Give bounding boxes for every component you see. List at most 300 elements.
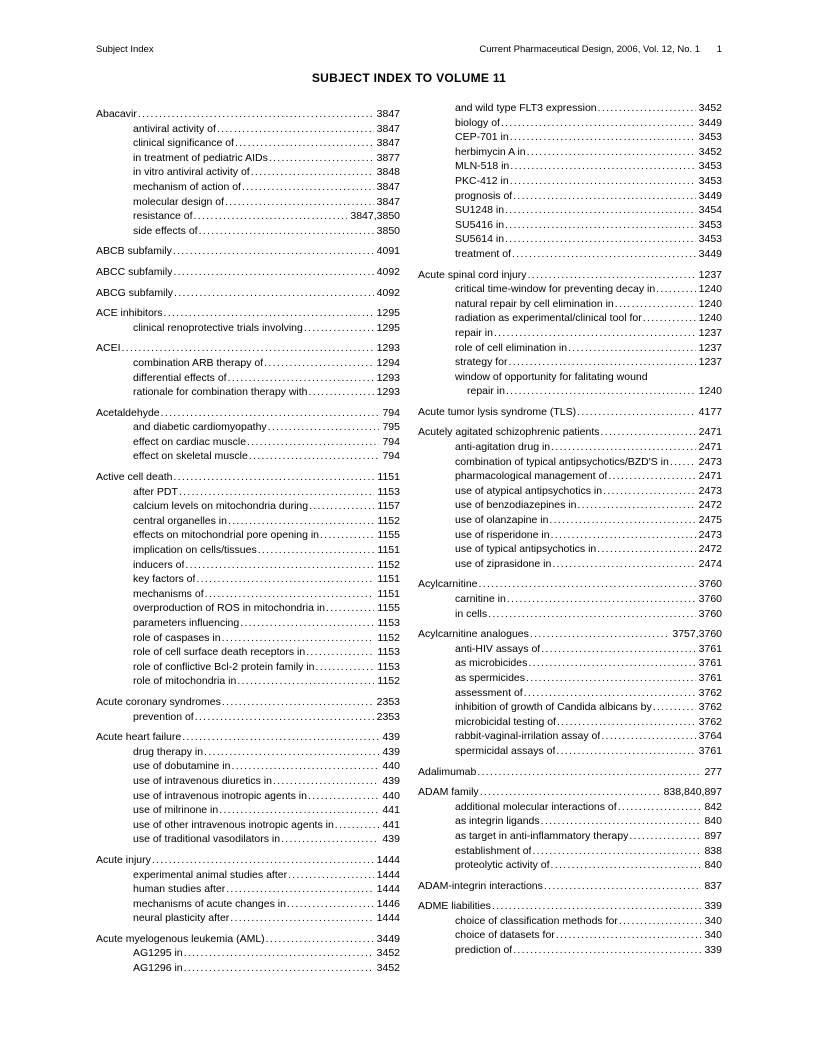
dot-leader	[263, 356, 373, 371]
dot-leader	[509, 130, 696, 145]
entry-label: antiviral activity of	[133, 122, 216, 135]
dot-leader	[512, 943, 701, 958]
entry-page-number: 3847	[376, 122, 400, 135]
entry-page-number: 3847	[376, 137, 400, 150]
index-entry	[96, 528, 400, 543]
dot-leader	[307, 789, 380, 804]
index-entry	[418, 914, 722, 929]
index-entry	[96, 660, 400, 675]
entry-page-number: 1152	[377, 558, 400, 571]
index-entry	[418, 440, 722, 455]
entry-label: choice of classification methods for	[455, 914, 618, 927]
entry-label: anti-HIV assays of	[455, 642, 541, 655]
entry-page-number: 440	[382, 760, 400, 773]
entry-label: role of conflictive Bcl-2 protein family in	[133, 660, 315, 673]
entry-page-number: 1157	[377, 500, 400, 513]
index-entry	[96, 195, 400, 210]
index-entry	[96, 107, 400, 122]
index-entry	[96, 485, 400, 500]
entry-page-number: 1294	[376, 356, 400, 369]
dot-leader	[642, 311, 696, 326]
index-entry	[418, 715, 722, 730]
index-entry	[418, 469, 722, 484]
entry-label: clinical significance of	[133, 137, 234, 150]
index-entry	[96, 224, 400, 239]
entry-page-number: 1293	[376, 386, 400, 399]
entry-label: prevention of	[133, 710, 194, 723]
entry-page-number: 794	[382, 435, 400, 448]
dot-leader	[287, 868, 374, 883]
index-entry	[96, 868, 400, 883]
entry-label: repair in	[467, 385, 505, 398]
dot-leader	[163, 306, 374, 321]
entry-page-number: 3449	[376, 932, 400, 945]
entry-label: ADME liabilities	[418, 900, 491, 913]
entry-label: experimental animal studies after	[133, 868, 288, 881]
index-entry	[418, 341, 722, 356]
entry-label: use of typical antipsychotics in	[455, 543, 597, 556]
dot-leader	[550, 858, 702, 873]
index-entry	[418, 282, 722, 297]
dot-leader	[506, 592, 696, 607]
dot-leader	[479, 785, 661, 800]
entry-label: prognosis of	[455, 189, 513, 202]
entry-label: Acute injury	[96, 853, 151, 866]
entry-page-number: 1153	[377, 617, 400, 629]
dot-leader	[551, 557, 695, 572]
entry-label: in treatment of pediatric AIDs	[133, 151, 268, 164]
dot-leader	[268, 151, 374, 166]
dot-leader	[550, 440, 695, 455]
index-entry	[96, 558, 400, 573]
entry-page-number: 838,840,897	[663, 786, 722, 799]
entry-label: microbicidal testing of	[455, 715, 556, 728]
entry-label: resistance of	[133, 210, 193, 223]
index-entry	[418, 729, 722, 744]
index-entry	[418, 943, 722, 958]
entry-label: as microbicides	[455, 657, 528, 670]
dot-leader	[303, 321, 374, 336]
index-entry	[96, 572, 400, 587]
index-entry	[96, 435, 400, 450]
entry-page-number: 2472	[698, 499, 722, 512]
dot-leader	[246, 435, 379, 450]
index-entry	[96, 946, 400, 961]
entry-label: pharmacological management of	[455, 470, 608, 483]
index-columns	[96, 101, 722, 976]
entry-page-number: 339	[704, 944, 722, 957]
entry-page-number: 3452	[376, 962, 400, 975]
entry-label: central organelles in	[133, 514, 227, 527]
index-entry	[418, 174, 722, 189]
entry-page-number: 1293	[376, 371, 400, 384]
entry-page-number: 1237	[698, 341, 722, 354]
index-entry	[418, 116, 722, 131]
entry-label: Acute tumor lysis syndrome (TLS)	[418, 405, 577, 418]
entry-label: human studies after	[133, 883, 226, 896]
dot-leader	[529, 627, 669, 642]
entry-label: clinical renoprotective trials involving	[133, 321, 303, 334]
index-entry	[418, 145, 722, 160]
entry-page-number: 838	[704, 844, 722, 857]
entry-label: key factors of	[133, 573, 196, 586]
entry-page-number: 3453	[698, 218, 722, 231]
entry-page-number: 1446	[376, 897, 400, 910]
index-entry	[418, 607, 722, 622]
entry-label: Active cell death	[96, 471, 173, 484]
index-entry	[96, 449, 400, 464]
index-entry	[96, 543, 400, 558]
entry-label: Acute myelogenous leukemia (AML)	[96, 932, 265, 945]
dot-leader	[137, 107, 374, 122]
entry-page-number: 2471	[698, 470, 722, 483]
entry-page-number: 440	[382, 789, 400, 802]
entry-page-number: 795	[382, 421, 400, 434]
entry-page-number: 3449	[698, 116, 722, 129]
running-header	[96, 44, 722, 56]
index-entry	[96, 356, 400, 371]
dot-leader	[669, 455, 696, 470]
index-entry	[96, 321, 400, 336]
dot-leader	[334, 818, 380, 833]
index-entry	[418, 899, 722, 914]
entry-label: Abacavir	[96, 108, 137, 120]
entry-page-number: 439	[382, 833, 400, 846]
entry-page-number: 2473	[698, 484, 722, 497]
entry-page-number: 1152	[377, 514, 400, 527]
entry-page-number: 2353	[376, 710, 400, 723]
entry-page-number: 1237	[698, 356, 722, 369]
entry-label: AG1295 in	[133, 947, 183, 960]
entry-page-number: 1152	[377, 631, 400, 644]
dot-leader	[172, 244, 374, 259]
dot-leader	[308, 385, 374, 400]
entry-page-number: 1293	[376, 342, 400, 355]
dot-leader	[550, 528, 696, 543]
entry-page-number: 439	[382, 745, 400, 758]
entry-label: Acute spinal cord injury	[418, 268, 527, 281]
entry-page-number: 2473	[698, 528, 722, 541]
index-entry	[418, 671, 722, 686]
running-head-left: Subject Index	[96, 44, 154, 55]
entry-page-number: 3452	[698, 145, 722, 158]
dot-leader	[227, 514, 374, 529]
entry-page-number: 4092	[376, 286, 400, 299]
dot-leader	[194, 710, 374, 725]
entry-label: herbimycin A in	[455, 145, 526, 158]
entry-label: ADAM family	[418, 786, 479, 799]
entry-page-number: 1444	[376, 853, 400, 866]
entry-label: implication on cells/tissues	[133, 544, 257, 557]
index-entry	[96, 151, 400, 166]
entry-page-number: 3850	[376, 224, 400, 237]
index-entry	[96, 932, 400, 947]
entry-label: after PDT	[133, 485, 178, 498]
entry-label: CEP-701 in	[455, 131, 509, 144]
entry-page-number: 3757,3760	[672, 628, 722, 641]
entry-page-number: 1155	[377, 529, 400, 542]
index-entry	[96, 853, 400, 868]
dot-leader	[652, 700, 696, 715]
dot-leader	[250, 165, 374, 180]
dot-leader	[655, 282, 695, 297]
index-entry	[96, 759, 400, 774]
index-entry	[96, 882, 400, 897]
dot-leader	[487, 607, 696, 622]
entry-page-number: 2471	[698, 426, 722, 439]
index-entry	[418, 218, 722, 233]
index-entry	[418, 455, 722, 470]
entry-label: Adalimumab	[418, 765, 477, 778]
dot-leader	[236, 674, 374, 689]
entry-label: SU5614 in	[455, 233, 505, 246]
dot-leader	[504, 232, 696, 247]
entry-page-number: 794	[382, 450, 400, 463]
index-entry	[96, 587, 400, 602]
index-entry	[418, 203, 722, 218]
dot-leader	[230, 759, 379, 774]
dot-leader	[526, 145, 696, 160]
index-entry	[418, 311, 722, 326]
dot-leader	[523, 686, 696, 701]
index-entry	[418, 528, 722, 543]
entry-page-number: 1151	[377, 587, 400, 600]
entry-label: window of opportunity for falitating wound	[455, 370, 648, 383]
dot-leader	[618, 914, 702, 929]
index-entry	[418, 785, 722, 800]
entry-page-number: 3452	[698, 102, 722, 114]
dot-leader	[181, 730, 379, 745]
index-entry	[96, 674, 400, 689]
dot-leader	[504, 203, 696, 218]
dot-leader	[607, 469, 695, 484]
dot-leader	[478, 577, 696, 592]
entry-label: mechanisms of	[133, 587, 204, 600]
dot-leader	[555, 744, 695, 759]
index-entry	[96, 514, 400, 529]
entry-page-number: 2353	[376, 695, 400, 708]
entry-label: use of olanzapine in	[455, 514, 549, 527]
dot-leader	[504, 218, 696, 233]
index-entry	[418, 297, 722, 312]
entry-page-number: 3847	[376, 180, 400, 193]
dot-leader	[600, 729, 695, 744]
entry-label: inhibition of growth of Candida albicans by	[455, 701, 652, 714]
index-entry	[96, 911, 400, 926]
entry-page-number: 1152	[377, 675, 400, 688]
dot-leader	[540, 814, 702, 829]
entry-page-number: 1153	[377, 660, 400, 673]
index-entry	[418, 498, 722, 513]
dot-leader	[600, 425, 696, 440]
index-entry	[418, 744, 722, 759]
dot-leader	[121, 341, 374, 356]
index-entry	[96, 341, 400, 356]
entry-label: ADAM-integrin interactions	[418, 879, 543, 892]
dot-leader	[286, 897, 374, 912]
index-entry	[418, 656, 722, 671]
dot-leader	[493, 326, 696, 341]
index-entry	[96, 832, 400, 847]
entry-page-number: 1240	[698, 297, 722, 310]
entry-label: proteolytic activity of	[455, 859, 550, 872]
dot-leader	[229, 911, 373, 926]
index-entry	[96, 601, 400, 616]
entry-label: critical time-window for preventing decay in	[455, 283, 656, 296]
index-entry	[418, 577, 722, 592]
dot-leader	[508, 355, 696, 370]
entry-label: molecular design of	[133, 195, 225, 208]
entry-label: use of milrinone in	[133, 804, 219, 817]
entry-label: as integrin ligands	[455, 815, 540, 828]
entry-page-number: 3877	[376, 151, 400, 164]
index-entry	[96, 897, 400, 912]
dot-leader	[172, 265, 373, 280]
index-entry	[96, 645, 400, 660]
entry-label: spermicidal assays of	[455, 744, 556, 757]
entry-label: radiation as experimental/clinical tool for	[455, 312, 642, 325]
entry-label: AG1296 in	[133, 962, 183, 975]
entry-page-number: 3762	[698, 686, 722, 699]
entry-page-number: 2472	[698, 543, 722, 556]
index-entry	[418, 814, 722, 829]
dot-leader	[265, 932, 374, 947]
running-head-right	[479, 44, 722, 56]
entry-label: use of atypical antipsychotics in	[455, 484, 603, 497]
entry-page-number: 3762	[698, 701, 722, 714]
entry-label: as target in anti-inflammatory therapy	[455, 829, 629, 842]
entry-label: ABCC subfamily	[96, 265, 173, 278]
index-entry	[418, 642, 722, 657]
dot-leader	[597, 101, 696, 116]
dot-leader	[204, 587, 375, 602]
dot-leader	[556, 715, 696, 730]
entry-label: use of benzodiazepines in	[455, 499, 577, 512]
index-entry	[96, 385, 400, 400]
entry-label: rationale for combination therapy with	[133, 386, 308, 399]
index-entry	[418, 592, 722, 607]
dot-leader	[308, 499, 374, 514]
index-entry	[418, 189, 722, 204]
entry-page-number: 3453	[698, 233, 722, 246]
entry-label: Acylcarnitine analogues	[418, 628, 529, 641]
entry-label: natural repair by cell elimination in	[455, 297, 614, 310]
dot-leader	[555, 928, 702, 943]
index-entry	[418, 928, 722, 943]
index-entry	[418, 326, 722, 341]
dot-leader	[195, 572, 374, 587]
entry-page-number: 1153	[377, 485, 400, 498]
entry-page-number: 3452	[376, 947, 400, 960]
page-folio: 1	[716, 44, 722, 55]
index-entry	[96, 165, 400, 180]
entry-label: inducers of	[133, 558, 185, 571]
dot-leader	[227, 371, 374, 386]
index-column-left	[96, 101, 400, 976]
index-entry	[96, 122, 400, 137]
index-entry	[418, 686, 722, 701]
index-entry	[418, 542, 722, 557]
entry-page-number: 1444	[376, 868, 400, 881]
dot-leader	[184, 558, 374, 573]
dot-leader	[183, 961, 374, 976]
entry-page-number: 1237	[698, 326, 722, 339]
entry-page-number: 3761	[698, 642, 722, 655]
dot-leader	[280, 832, 379, 847]
entry-label: repair in	[455, 326, 493, 339]
dot-leader	[319, 528, 374, 543]
entry-page-number: 3761	[698, 744, 722, 757]
dot-leader	[183, 946, 374, 961]
entry-page-number: 2475	[698, 514, 722, 527]
entry-page-number: 840	[704, 859, 722, 872]
entry-label: use of risperidone in	[455, 528, 550, 541]
entry-label: side effects of	[133, 224, 198, 237]
dot-leader	[596, 542, 695, 557]
dot-leader	[257, 543, 375, 558]
dot-leader	[614, 297, 696, 312]
entry-label: anti-agitation drug in	[455, 441, 551, 454]
entry-label: Acute heart failure	[96, 731, 182, 744]
entry-label: role of cell elimination in	[455, 341, 568, 354]
index-entry	[418, 101, 722, 116]
entry-label: rabbit-vaginal-irrilation assay of	[455, 730, 601, 743]
index-entry	[96, 265, 400, 280]
entry-label: combination ARB therapy of	[133, 356, 264, 369]
entry-label: role of mitochondria in	[133, 675, 237, 688]
index-entry	[96, 961, 400, 976]
entry-page-number: 3449	[698, 247, 722, 260]
entry-label: combination of typical antipsychotics/BZD'S in	[455, 455, 669, 468]
dot-leader	[248, 449, 380, 464]
index-entry	[418, 765, 722, 780]
entry-label: in vitro antiviral activity of	[133, 166, 250, 179]
index-entry	[96, 420, 400, 435]
index-entry	[418, 858, 722, 873]
entry-page-number: 837	[704, 879, 722, 892]
entry-page-number: 441	[382, 804, 400, 817]
entry-page-number: 3848	[376, 166, 400, 179]
entry-label: use of traditional vasodilators in	[133, 833, 281, 846]
dot-leader	[491, 899, 702, 914]
entry-label: differential effects of	[133, 371, 227, 384]
dot-leader	[476, 765, 701, 780]
entry-page-number: 1151	[377, 573, 400, 586]
entry-page-number: 1444	[376, 912, 400, 925]
entry-page-number: 2474	[698, 557, 722, 570]
index-entry	[96, 406, 400, 421]
entry-label: Acetaldehyde	[96, 406, 160, 419]
entry-page-number: 840	[704, 815, 722, 828]
dot-leader	[221, 631, 375, 646]
entry-label: choice of datasets for	[455, 929, 555, 942]
dot-leader	[511, 247, 696, 262]
entry-label: use of intravenous inotropic agents in	[133, 789, 307, 802]
index-entry	[418, 355, 722, 370]
entry-label: additional molecular interactions of	[455, 800, 617, 813]
index-entry	[96, 286, 400, 301]
entry-label: parameters influencing	[133, 617, 240, 629]
entry-page-number: 1237	[698, 268, 722, 281]
index-entry	[96, 745, 400, 760]
entry-label: Acylcarnitine	[418, 578, 478, 591]
index-entry	[96, 710, 400, 725]
entry-label: biology of	[455, 116, 500, 129]
index-entry	[96, 499, 400, 514]
index-entry	[418, 425, 722, 440]
entry-label: neural plasticity after	[133, 912, 230, 925]
index-entry	[96, 616, 400, 631]
